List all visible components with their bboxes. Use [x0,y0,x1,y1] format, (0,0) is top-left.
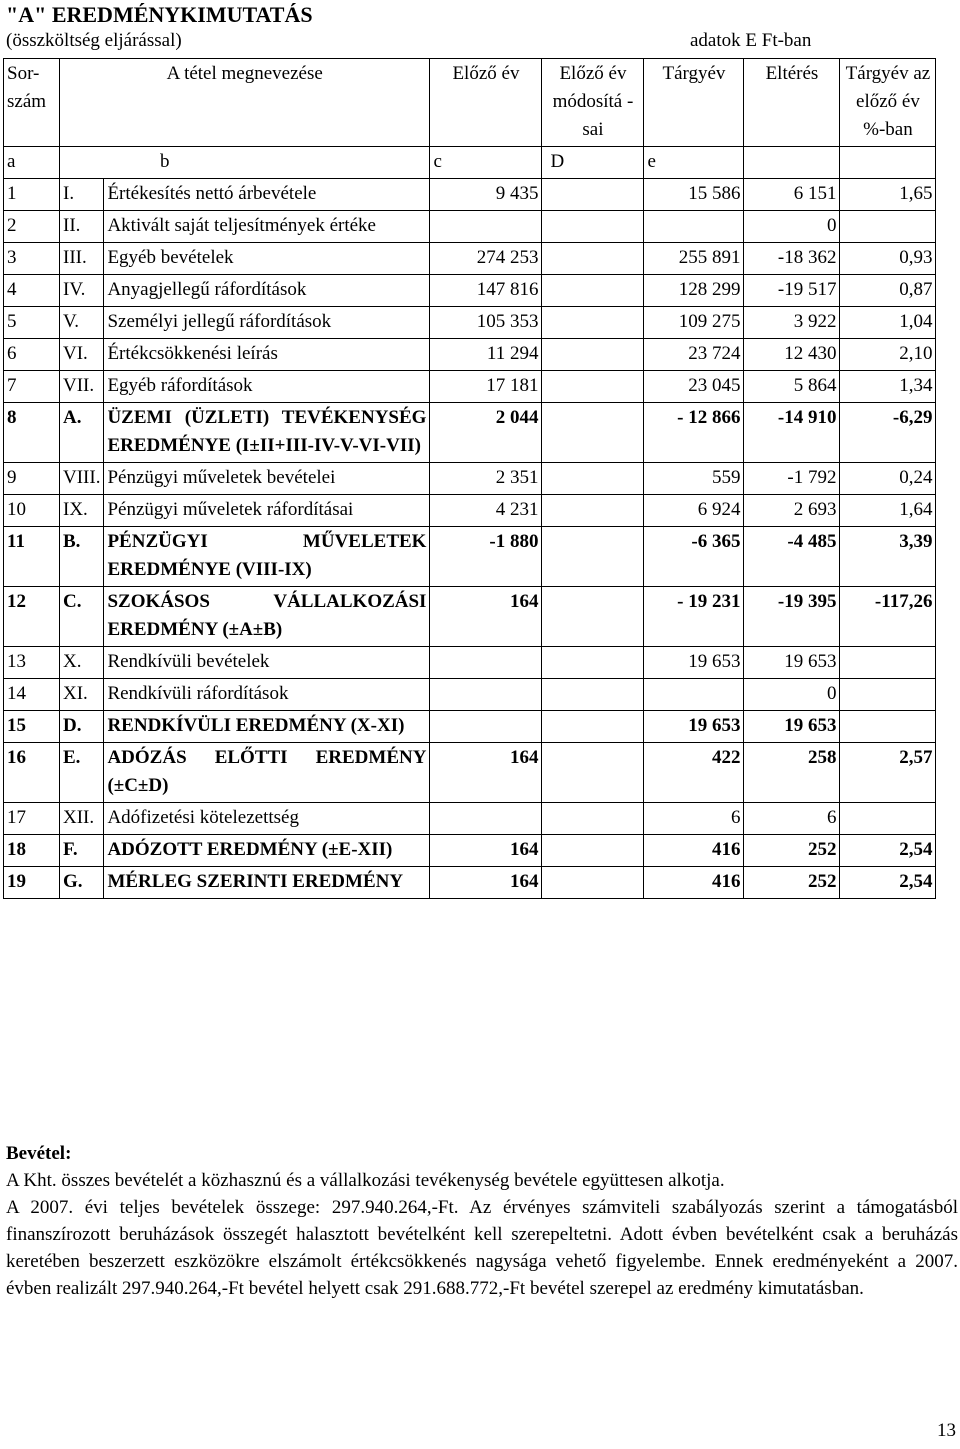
row-label: ADÓZOTT EREDMÉNY (±E-XII) [104,835,430,867]
row-label: Rendkívüli ráfordítások [104,679,430,711]
row-code: F. [60,835,104,867]
cell-modositasai [542,867,644,899]
row-number: 16 [4,743,60,803]
letter-d: D [542,147,644,179]
cell-targyev: 416 [644,835,744,867]
cell-elozo-ev: 17 181 [430,371,542,403]
row-number: 17 [4,803,60,835]
notes-heading: Bevétel: [6,1143,72,1164]
cell-elozo-ev: 9 435 [430,179,542,211]
cell-elozo-ev: 164 [430,835,542,867]
cell-elteres: 6 [744,803,840,835]
cell-modositasai [542,835,644,867]
cell-modositasai [542,243,644,275]
cell-modositasai [542,371,644,403]
document-subtitle: (összköltség eljárással) [6,30,182,51]
letter-b: b [60,147,430,179]
table-row [4,275,936,307]
cell-modositasai [542,179,644,211]
row-label: MÉRLEG SZERINTI EREDMÉNY [104,867,430,899]
row-code: IV. [60,275,104,307]
cell-targyev: 416 [644,867,744,899]
cell-szazalek: 0,93 [840,243,936,275]
cell-modositasai [542,647,644,679]
cell-elozo-ev: -1 880 [430,527,542,587]
row-number: 10 [4,495,60,527]
income-statement-table [3,58,936,899]
row-number: 1 [4,179,60,211]
row-code: E. [60,743,104,803]
cell-elteres: 252 [744,835,840,867]
row-code: XI. [60,679,104,711]
row-code: VI. [60,339,104,371]
cell-elteres: -19 517 [744,275,840,307]
cell-elteres: -14 910 [744,403,840,463]
row-number: 6 [4,339,60,371]
cell-modositasai [542,587,644,647]
page-number: 13 [937,1420,956,1441]
cell-szazalek: 1,34 [840,371,936,403]
cell-targyev: 422 [644,743,744,803]
cell-targyev: 23 724 [644,339,744,371]
row-code: VIII. [60,463,104,495]
cell-elozo-ev [430,211,542,243]
cell-modositasai [542,211,644,243]
row-label: SZOKÁSOS VÁLLALKOZÁSI EREDMÉNY (±A±B) [104,587,430,647]
cell-szazalek [840,711,936,743]
cell-szazalek [840,803,936,835]
notes-paragraph-2: A 2007. évi teljes bevételek összege: 297.940.264,-Ft. Az érvényes számviteli szabályozás szerint a támogatásból finanszírozott beruházások összegét halasztott bevételként kell szerepeltetni. Adott évben bevételként csak a beruházás keretében beszerzett eszközökre elszámolt értékcsökkenés nagysága vehető figyelembe. Ennek eredményeként a 2007. évben realizált 297.940.264,-Ft bevétel helyett csak 291.688.772,-Ft bevétel szerepel az eredmény kimutatásban. [6,1197,958,1299]
cell-elozo-ev [430,647,542,679]
cell-modositasai [542,339,644,371]
table-row [4,527,936,587]
cell-szazalek: 3,39 [840,527,936,587]
cell-modositasai [542,403,644,463]
cell-elozo-ev: 2 351 [430,463,542,495]
row-label: Rendkívüli bevételek [104,647,430,679]
notes-paragraph-1: A Kht. összes bevételét a közhasznú és a vállalkozási tevékenység bevétele együttesen alkotja. [6,1170,725,1191]
cell-elteres: 19 653 [744,647,840,679]
row-number: 8 [4,403,60,463]
row-number: 15 [4,711,60,743]
cell-targyev: 559 [644,463,744,495]
letter-c: c [430,147,542,179]
letter-empty-1 [744,147,840,179]
row-label: Anyagjellegű ráfordítások [104,275,430,307]
row-number: 19 [4,867,60,899]
row-code: V. [60,307,104,339]
row-code: A. [60,403,104,463]
cell-targyev: 19 653 [644,647,744,679]
row-label: RENDKÍVÜLI EREDMÉNY (X-XI) [104,711,430,743]
cell-targyev: 6 924 [644,495,744,527]
cell-elozo-ev: 164 [430,867,542,899]
row-label: Aktivált saját teljesítmények értéke [104,211,430,243]
cell-elozo-ev: 2 044 [430,403,542,463]
cell-szazalek: 0,87 [840,275,936,307]
letter-empty-2 [840,147,936,179]
row-code: C. [60,587,104,647]
cell-szazalek: -117,26 [840,587,936,647]
letter-e: e [644,147,744,179]
header-modositasai: Előző év módosítá -sai [542,59,644,147]
cell-targyev: 19 653 [644,711,744,743]
cell-szazalek: 0,24 [840,463,936,495]
row-number: 13 [4,647,60,679]
row-number: 4 [4,275,60,307]
row-code: III. [60,243,104,275]
row-label: Adófizetési kötelezettség [104,803,430,835]
row-label: Személyi jellegű ráfordítások [104,307,430,339]
row-code: II. [60,211,104,243]
row-number: 12 [4,587,60,647]
cell-modositasai [542,527,644,587]
cell-szazalek: -6,29 [840,403,936,463]
table-row [4,711,936,743]
row-number: 14 [4,679,60,711]
cell-elteres: 0 [744,211,840,243]
row-number: 11 [4,527,60,587]
cell-modositasai [542,495,644,527]
cell-elozo-ev: 4 231 [430,495,542,527]
row-label: Egyéb ráfordítások [104,371,430,403]
cell-modositasai [542,803,644,835]
cell-szazalek [840,211,936,243]
cell-modositasai [542,307,644,339]
header-elteres: Eltérés [744,59,840,147]
cell-elteres: 6 151 [744,179,840,211]
row-label: Egyéb bevételek [104,243,430,275]
letter-a: a [4,147,60,179]
document-title: "A" EREDMÉNYKIMUTATÁS [6,2,313,27]
cell-elozo-ev: 147 816 [430,275,542,307]
cell-targyev: 255 891 [644,243,744,275]
cell-elteres: 3 922 [744,307,840,339]
cell-szazalek: 2,54 [840,835,936,867]
cell-elozo-ev [430,679,542,711]
table-row [4,679,936,711]
cell-modositasai [542,743,644,803]
cell-targyev: - 12 866 [644,403,744,463]
cell-szazalek: 1,04 [840,307,936,339]
row-label: ADÓZÁS ELŐTTI EREDMÉNY (±C±D) [104,743,430,803]
cell-szazalek: 2,54 [840,867,936,899]
cell-elteres: -1 792 [744,463,840,495]
cell-targyev [644,679,744,711]
table-row [4,835,936,867]
table-row [4,243,936,275]
cell-szazalek [840,647,936,679]
cell-targyev: 128 299 [644,275,744,307]
cell-elteres: -19 395 [744,587,840,647]
row-number: 18 [4,835,60,867]
cell-elteres: 5 864 [744,371,840,403]
cell-szazalek [840,679,936,711]
row-code: IX. [60,495,104,527]
units-note: adatok E Ft-ban [690,30,812,51]
table-row [4,867,936,899]
cell-elozo-ev [430,803,542,835]
row-code: G. [60,867,104,899]
table-row [4,743,936,803]
row-label: Pénzügyi műveletek bevételei [104,463,430,495]
cell-szazalek: 1,64 [840,495,936,527]
cell-targyev: -6 365 [644,527,744,587]
table-row [4,339,936,371]
row-label: Értékesítés nettó árbevétele [104,179,430,211]
cell-targyev: - 19 231 [644,587,744,647]
cell-elteres: -4 485 [744,527,840,587]
cell-elteres: -18 362 [744,243,840,275]
table-row [4,587,936,647]
header-elozo-ev: Előző év [430,59,542,147]
letter-row [4,147,936,179]
row-label: ÜZEMI (ÜZLETI) TEVÉKENYSÉG EREDMÉNYE (I±II+III-IV-V-VI-VII) [104,403,430,463]
header-szazalek: Tárgyév az előző év %-ban [840,59,936,147]
table-row [4,403,936,463]
row-code: X. [60,647,104,679]
table-row [4,803,936,835]
row-number: 9 [4,463,60,495]
row-label: Pénzügyi műveletek ráfordításai [104,495,430,527]
cell-targyev [644,211,744,243]
table-row [4,647,936,679]
cell-targyev: 23 045 [644,371,744,403]
cell-elteres: 258 [744,743,840,803]
cell-modositasai [542,711,644,743]
cell-elteres: 252 [744,867,840,899]
table-row [4,179,936,211]
table-row [4,371,936,403]
row-number: 2 [4,211,60,243]
cell-modositasai [542,463,644,495]
cell-elteres: 19 653 [744,711,840,743]
cell-elteres: 2 693 [744,495,840,527]
cell-elozo-ev: 105 353 [430,307,542,339]
table-row [4,463,936,495]
cell-elteres: 12 430 [744,339,840,371]
row-number: 3 [4,243,60,275]
row-code: VII. [60,371,104,403]
row-code: D. [60,711,104,743]
cell-modositasai [542,679,644,711]
row-code: I. [60,179,104,211]
cell-elozo-ev: 274 253 [430,243,542,275]
cell-elozo-ev: 164 [430,587,542,647]
table-row [4,307,936,339]
row-label: PÉNZÜGYI MŰVELETEK EREDMÉNYE (VIII-IX) [104,527,430,587]
header-row [4,59,936,147]
cell-elozo-ev [430,711,542,743]
table-row [4,495,936,527]
row-number: 7 [4,371,60,403]
header-sorszam: Sor-szám [4,59,60,147]
table-row [4,211,936,243]
cell-targyev: 15 586 [644,179,744,211]
cell-szazalek: 2,10 [840,339,936,371]
cell-elozo-ev: 164 [430,743,542,803]
row-code: XII. [60,803,104,835]
header-targyev: Tárgyév [644,59,744,147]
row-code: B. [60,527,104,587]
row-number: 5 [4,307,60,339]
cell-szazalek: 1,65 [840,179,936,211]
cell-targyev: 109 275 [644,307,744,339]
cell-szazalek: 2,57 [840,743,936,803]
cell-modositasai [542,275,644,307]
cell-targyev: 6 [644,803,744,835]
cell-elozo-ev: 11 294 [430,339,542,371]
cell-elteres: 0 [744,679,840,711]
notes-section [6,1140,958,1302]
header-megnevezes: A tétel megnevezése [60,59,430,147]
row-label: Értékcsökkenési leírás [104,339,430,371]
